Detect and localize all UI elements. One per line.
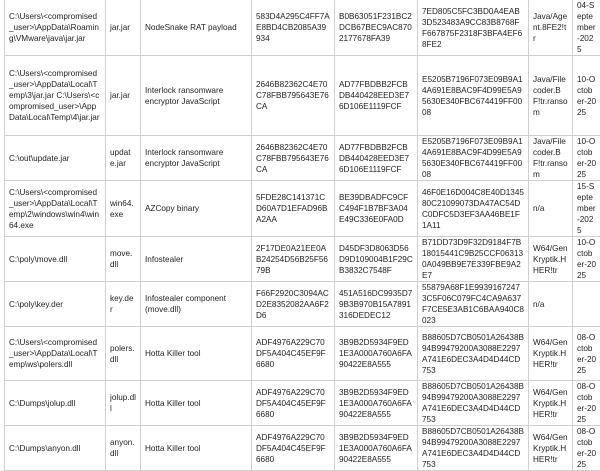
sha1-hash-cell: B0B63051F231BC2DCB67BEC9AC8702177678FA39 bbox=[335, 0, 418, 56]
detection-cell: W64/GenKryptik.HHER!tr bbox=[529, 327, 573, 381]
description-cell: AZCopy binary bbox=[141, 181, 252, 237]
sha1-hash-cell: 3B9B2D5934F9ED1E3A000A760A6FA90422E8A555 bbox=[335, 327, 418, 381]
description-cell: Interlock ransomware encryptor JavaScript bbox=[141, 56, 252, 136]
file-path-cell: C:\out\update.jar bbox=[5, 136, 106, 181]
description-cell: NodeSnake RAT payload bbox=[141, 0, 252, 56]
sha256-hash-cell: 55879A68F1E99391672473C5F06C079FC4CA9A637F7CE5E3AB1C6BAA940C8023 bbox=[418, 282, 529, 327]
file-name-cell: polers.dll bbox=[106, 327, 141, 381]
detection-cell: W64/GenKryptik.HHER!tr bbox=[529, 426, 573, 471]
description-cell: Hotta Killer tool bbox=[141, 381, 252, 426]
file-name-cell: jolup.dll bbox=[106, 381, 141, 426]
date-cell: 08-October-2025 bbox=[573, 426, 600, 471]
detection-cell: Java/Filecoder.BF!tr.ransom bbox=[529, 56, 573, 136]
description-cell: Hotta Killer tool bbox=[141, 327, 252, 381]
file-name-cell: win64.exe bbox=[106, 181, 141, 237]
md5-hash-cell: 2646B82362C4E70C78FBB795643E76CA bbox=[252, 56, 335, 136]
table-row bbox=[5, 56, 600, 136]
detection-cell: n/a bbox=[529, 181, 573, 237]
file-path-cell: C:\poly\key.der bbox=[5, 282, 106, 327]
sha256-hash-cell: 46F0E16D004C8E40D134580C21099073DA47AC54DC0DFC5D3EF3AA46BE1F1A11 bbox=[418, 181, 529, 237]
sha1-hash-cell: BE39DBADFC9CFC494F1B7BF3A04E49C336E0FA0D bbox=[335, 181, 418, 237]
md5-hash-cell: ADF4976A229C70DF5A404C45EF9F6680 bbox=[252, 327, 335, 381]
sha1-hash-cell: AD77FBDBB2FCBDB440428EED3E76D106E1119FCF bbox=[335, 136, 418, 181]
table-row bbox=[5, 282, 600, 327]
sha1-hash-cell: 3B9B2D5934F9ED1E3A000A760A6FA90422E8A555 bbox=[335, 426, 418, 471]
file-path-cell: C:\Dumps\anyon.dll bbox=[5, 426, 106, 471]
table-row bbox=[5, 381, 600, 426]
date-cell: 10-October-2025 bbox=[573, 237, 600, 282]
file-name-cell: move.dll bbox=[106, 237, 141, 282]
description-cell: Infostealer component (move.dll) bbox=[141, 282, 252, 327]
description-cell: Hotta Killer tool bbox=[141, 426, 252, 471]
file-path-cell: C:\Dumps\jolup.dll bbox=[5, 381, 106, 426]
sha256-hash-cell: B88605D7CB0501A26438B94B99479200A3088E2297A741E6DEC3A4D4D44CD753 bbox=[418, 426, 529, 471]
table-row bbox=[5, 181, 600, 237]
date-cell bbox=[573, 282, 600, 327]
file-name-cell: anyon.dll bbox=[106, 426, 141, 471]
detection-cell: Java/Filecoder.BF!tr.ransom bbox=[529, 136, 573, 181]
table-row bbox=[5, 237, 600, 282]
date-cell: 08-October-2025 bbox=[573, 327, 600, 381]
sha256-hash-cell: E5205B7196F073E09B9A14A691E8BAC9F4D99E5A95630E340FBC674419FF0008 bbox=[418, 136, 529, 181]
sha256-hash-cell: B88605D7CB0501A26438B94B99479200A3088E2297A741E6DEC3A4D4D44CD753 bbox=[418, 327, 529, 381]
md5-hash-cell: 2646B82362C4E70C78FBB795643E76CA bbox=[252, 136, 335, 181]
description-cell: Infostealer bbox=[141, 237, 252, 282]
file-path-cell: C:\Users\<compromised_user>\AppData\Local\Temp\ws\polers.dll bbox=[5, 327, 106, 381]
file-name-cell: key.der bbox=[106, 282, 141, 327]
description-cell: Interlock ransomware encryptor JavaScript bbox=[141, 136, 252, 181]
sha1-hash-cell: 451A516DC9935D79B3B970B15A7891316DEDEC12 bbox=[335, 282, 418, 327]
date-cell: 10-October-2025 bbox=[573, 56, 600, 136]
sha256-hash-cell: 7ED805C5FC3BD0A4EAB3D523483A9CC83B8768FF667875F2318F3BFA4EF68FE2 bbox=[418, 0, 529, 56]
md5-hash-cell: F66F2920C3094ACD2E8352082AA6F2D6 bbox=[252, 282, 335, 327]
date-cell: 04-September-2025 bbox=[573, 0, 600, 56]
date-cell: 10-October-2025 bbox=[573, 136, 600, 181]
file-name-cell: jar.jar bbox=[106, 56, 141, 136]
file-path-cell: C:\Users\<compromised_user>\AppData\Local\Temp\2\windows\win4\win64.exe bbox=[5, 181, 106, 237]
detection-cell: n/a bbox=[529, 282, 573, 327]
md5-hash-cell: 2F17DE0A21EE0AB24254D56B25F5679B bbox=[252, 237, 335, 282]
table-row bbox=[5, 327, 600, 381]
md5-hash-cell: 583D4A295C4FF7AE8BD4CB2085A39934 bbox=[252, 0, 335, 56]
sha1-hash-cell: D45DF3D8063D56D9D109004B1F29CB3832C7548F bbox=[335, 237, 418, 282]
date-cell: 15-September-2025 bbox=[573, 181, 600, 237]
table-row bbox=[5, 0, 600, 56]
sha256-hash-cell: B71DD73D9F32D9184F7B18015441C9B25CCF063130A049BB9E7E339FBE9A2E7 bbox=[418, 237, 529, 282]
detection-cell: Java/Agent.8FE2!tr bbox=[529, 0, 573, 56]
file-path-cell: C:\poly\move.dll bbox=[5, 237, 106, 282]
table-row bbox=[5, 136, 600, 181]
table-row bbox=[5, 426, 600, 471]
sha1-hash-cell: AD77FBDBB2FCBDB440428EED3E76D106E1119FCF bbox=[335, 56, 418, 136]
detection-cell: W64/GenKryptik.HHER!tr bbox=[529, 381, 573, 426]
file-path-cell: C:\Users\<compromised_user>\AppData\Roaming\VMware\java\jar.jar bbox=[5, 0, 106, 56]
date-cell: 08-October-2025 bbox=[573, 381, 600, 426]
sha256-hash-cell: B88605D7CB0501A26438B94B99479200A3088E2297A741E6DEC3A4D4D44CD753 bbox=[418, 381, 529, 426]
file-name-cell: jar.jar bbox=[106, 0, 141, 56]
file-name-cell: update.jar bbox=[106, 136, 141, 181]
sha256-hash-cell: E5205B7196F073E09B9A14A691E8BAC9F4D99E5A95630E340FBC674419FF0008 bbox=[418, 56, 529, 136]
md5-hash-cell: ADF4976A229C70DF5A404C45EF9F6680 bbox=[252, 381, 335, 426]
file-path-cell: C:\Users\<compromised_user>\AppData\Local\Temp\3\jar.jar C:\Users\<compromised_user>\AppData\Local\Temp\4\jar.jar bbox=[5, 56, 106, 136]
detection-cell: W64/GenKryptik.HHER!tr bbox=[529, 237, 573, 282]
md5-hash-cell: ADF4976A229C70DF5A404C45EF9F6680 bbox=[252, 426, 335, 471]
ioc-table bbox=[4, 0, 600, 471]
md5-hash-cell: 5FDE28C141371CD60A7D1EFAD96BA2AA bbox=[252, 181, 335, 237]
sha1-hash-cell: 3B9B2D5934F9ED1E3A000A760A6FA90422E8A555 bbox=[335, 381, 418, 426]
